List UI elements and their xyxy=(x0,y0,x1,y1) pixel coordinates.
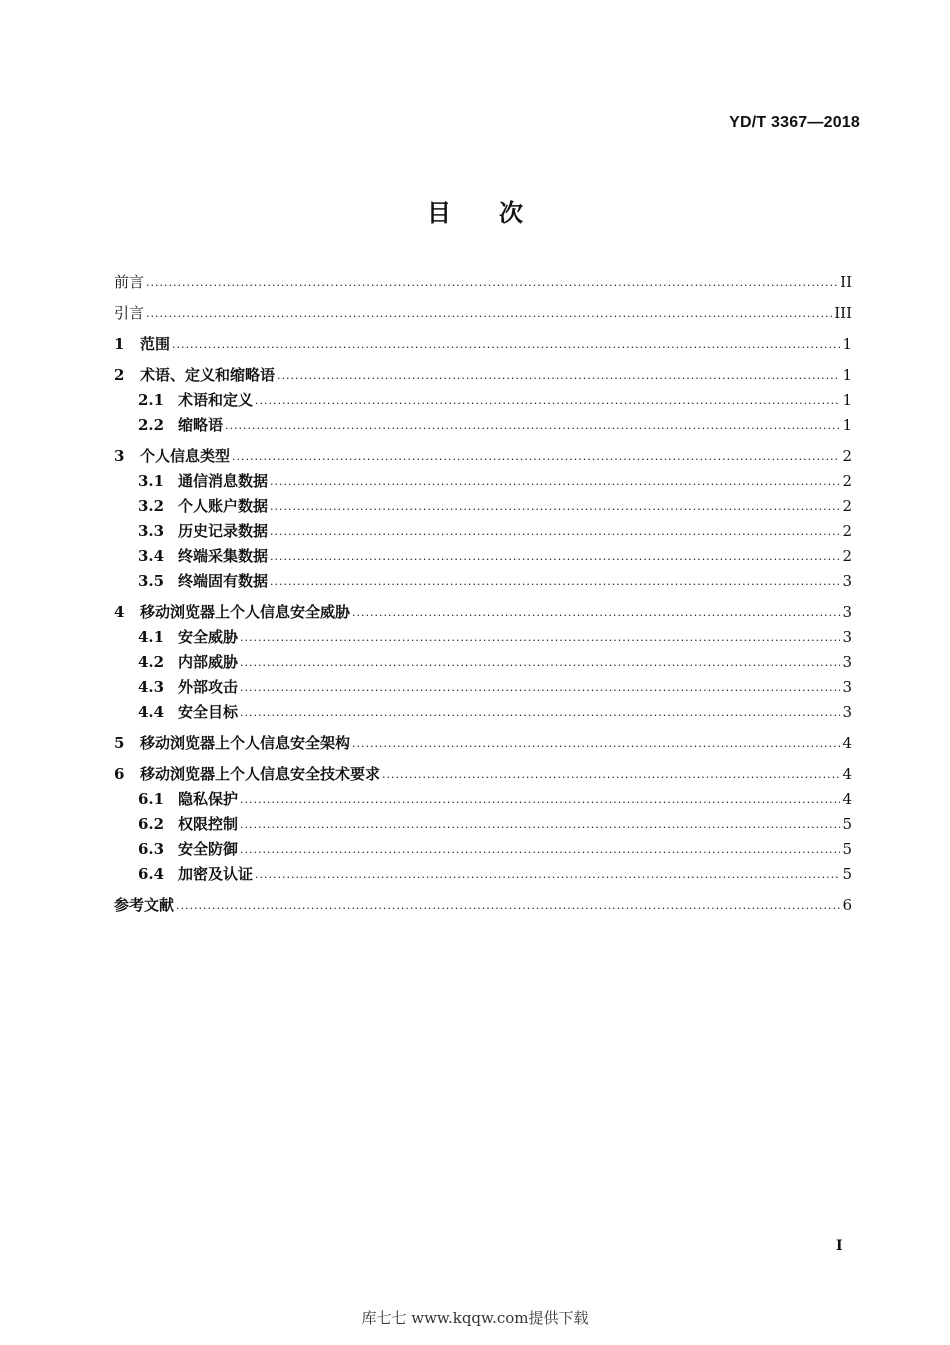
toc-entry-page: 3 xyxy=(842,603,852,621)
toc-entry-number: 3.2 xyxy=(138,497,165,515)
toc-leader-dots xyxy=(352,732,840,754)
standard-code: YD/T 3367—2018 xyxy=(729,114,860,131)
toc-leader-dots xyxy=(382,763,840,785)
toc-entry-3-3[interactable] xyxy=(114,521,852,541)
toc-entry-label: 移动浏览器上个人信息安全威胁 xyxy=(140,603,351,621)
toc-entry-page: II xyxy=(840,273,852,291)
toc-entry-number: 2 xyxy=(114,366,125,384)
toc-entry-number: 1 xyxy=(114,335,125,353)
page-title-char-1: 目 xyxy=(427,199,451,227)
toc-leader-dots xyxy=(240,626,840,648)
toc-entry-page: 1 xyxy=(842,366,852,384)
toc-entry-page: 5 xyxy=(842,840,852,858)
toc-entry-6-3[interactable] xyxy=(114,839,852,859)
toc-entry-2-1[interactable] xyxy=(114,390,852,410)
toc-entry-page: 2 xyxy=(842,497,852,515)
toc-entry-page: 3 xyxy=(842,678,852,696)
toc-entry-page: 3 xyxy=(842,572,852,590)
page-title-char-2: 次 xyxy=(499,199,523,227)
toc-entry-number: 3.3 xyxy=(138,522,165,540)
toc-leader-dots xyxy=(352,601,840,623)
toc-entry-3-1[interactable] xyxy=(114,471,852,491)
toc-entry-number: 6.1 xyxy=(138,790,165,808)
toc-entry-introduction[interactable] xyxy=(114,303,852,323)
toc-entry-4-2[interactable] xyxy=(114,652,852,672)
toc-entry-2[interactable] xyxy=(114,365,852,385)
toc-entry-3-4[interactable] xyxy=(114,546,852,566)
toc-entry-number: 4.1 xyxy=(138,628,165,646)
toc-entry-number: 4.3 xyxy=(138,678,165,696)
toc-entry-label: 权限控制 xyxy=(178,815,239,833)
toc-leader-dots xyxy=(270,520,840,542)
toc-entry-3-2[interactable] xyxy=(114,496,852,516)
toc-entry-4-1[interactable] xyxy=(114,627,852,647)
toc-entry-label: 终端固有数据 xyxy=(178,572,269,590)
toc-entry-number: 3.1 xyxy=(138,472,165,490)
toc-entry-page: 6 xyxy=(842,896,852,914)
toc-leader-dots xyxy=(240,701,840,723)
toc-entry-page: 3 xyxy=(842,703,852,721)
toc-leader-dots xyxy=(270,570,840,592)
toc-entry-label: 通信消息数据 xyxy=(178,472,269,490)
toc-entry-bibliography[interactable] xyxy=(114,895,852,915)
toc-entry-page: 5 xyxy=(842,815,852,833)
toc-entry-label: 个人账户数据 xyxy=(178,497,269,515)
toc-entry-page: 2 xyxy=(842,447,852,465)
toc-entry-page: 4 xyxy=(842,765,852,783)
toc-entry-label: 移动浏览器上个人信息安全架构 xyxy=(140,734,351,752)
toc-entry-label: 加密及认证 xyxy=(178,865,254,883)
toc-entry-number: 2.1 xyxy=(138,391,165,409)
toc-entry-4[interactable] xyxy=(114,602,852,622)
toc-entry-5[interactable] xyxy=(114,733,852,753)
toc-leader-dots xyxy=(270,470,840,492)
toc-entry-label: 缩略语 xyxy=(178,416,224,434)
toc-entry-number: 6.2 xyxy=(138,815,165,833)
toc-entry-6-1[interactable] xyxy=(114,789,852,809)
toc-entry-foreword[interactable] xyxy=(114,272,852,292)
toc-entry-label: 个人信息类型 xyxy=(140,447,231,465)
toc-entry-number: 4.2 xyxy=(138,653,165,671)
toc-leader-dots xyxy=(255,389,840,411)
toc-leader-dots xyxy=(240,676,840,698)
toc-leader-dots xyxy=(146,271,838,293)
toc-entry-6-2[interactable] xyxy=(114,814,852,834)
toc-entry-page: 2 xyxy=(842,547,852,565)
toc-entry-number: 6.4 xyxy=(138,865,165,883)
toc-leader-dots xyxy=(146,302,832,324)
toc-entry-page: 4 xyxy=(842,734,852,752)
toc-entry-label: 外部攻击 xyxy=(178,678,239,696)
toc-leader-dots xyxy=(225,414,840,436)
download-watermark: 库七七 www.kqqw.com提供下载 xyxy=(361,1309,589,1327)
toc-entry-label: 终端采集数据 xyxy=(178,547,269,565)
toc-entry-number: 3.5 xyxy=(138,572,165,590)
toc-leader-dots xyxy=(176,894,840,916)
toc-entry-number: 5 xyxy=(114,734,125,752)
toc-entry-number: 2.2 xyxy=(138,416,165,434)
toc-entry-label: 安全防御 xyxy=(178,840,239,858)
toc-entry-number: 3.4 xyxy=(138,547,165,565)
toc-leader-dots xyxy=(240,813,840,835)
toc-entry-6-4[interactable] xyxy=(114,864,852,884)
toc-entry-3[interactable] xyxy=(114,446,852,466)
toc-leader-dots xyxy=(240,788,840,810)
toc-leader-dots xyxy=(240,651,840,673)
toc-leader-dots xyxy=(270,545,840,567)
toc-entry-number: 4 xyxy=(114,603,125,621)
toc-entry-3-5[interactable] xyxy=(114,571,852,591)
toc-entry-number: 4.4 xyxy=(138,703,165,721)
toc-leader-dots xyxy=(255,863,840,885)
toc-entry-label: 术语、定义和缩略语 xyxy=(140,366,276,384)
toc-entry-page: 3 xyxy=(842,653,852,671)
toc-entry-page: 1 xyxy=(842,391,852,409)
toc-entry-6[interactable] xyxy=(114,764,852,784)
toc-entry-1[interactable] xyxy=(114,334,852,354)
toc-entry-label: 术语和定义 xyxy=(178,391,254,409)
toc-entry-label: 历史记录数据 xyxy=(178,522,269,540)
table-of-contents xyxy=(114,272,852,915)
toc-entry-number: 3 xyxy=(114,447,125,465)
toc-entry-label: 参考文献 xyxy=(114,896,175,914)
toc-entry-label: 内部威胁 xyxy=(178,653,239,671)
toc-entry-4-4[interactable] xyxy=(114,702,852,722)
toc-entry-label: 隐私保护 xyxy=(178,790,239,808)
toc-entry-2-2[interactable] xyxy=(114,415,852,435)
toc-leader-dots xyxy=(172,333,840,355)
toc-entry-label: 移动浏览器上个人信息安全技术要求 xyxy=(140,765,381,783)
toc-entry-label: 引言 xyxy=(114,304,145,322)
toc-entry-number: 6 xyxy=(114,765,125,783)
page-title xyxy=(0,193,950,228)
toc-leader-dots xyxy=(232,445,840,467)
toc-leader-dots xyxy=(270,495,840,517)
toc-entry-number: 6.3 xyxy=(138,840,165,858)
toc-entry-page: 4 xyxy=(842,790,852,808)
toc-entry-page: 3 xyxy=(842,628,852,646)
toc-entry-page: 1 xyxy=(842,416,852,434)
toc-entry-page: 2 xyxy=(842,522,852,540)
toc-entry-label: 安全目标 xyxy=(178,703,239,721)
page-number: I xyxy=(836,1238,843,1254)
toc-entry-4-3[interactable] xyxy=(114,677,852,697)
toc-entry-page: 1 xyxy=(842,335,852,353)
toc-entry-page: 5 xyxy=(842,865,852,883)
toc-entry-label: 范围 xyxy=(140,335,171,353)
toc-entry-label: 前言 xyxy=(114,273,145,291)
toc-entry-page: 2 xyxy=(842,472,852,490)
toc-leader-dots xyxy=(277,364,840,386)
toc-entry-label: 安全威胁 xyxy=(178,628,239,646)
toc-leader-dots xyxy=(240,838,840,860)
toc-entry-page: III xyxy=(834,304,852,322)
